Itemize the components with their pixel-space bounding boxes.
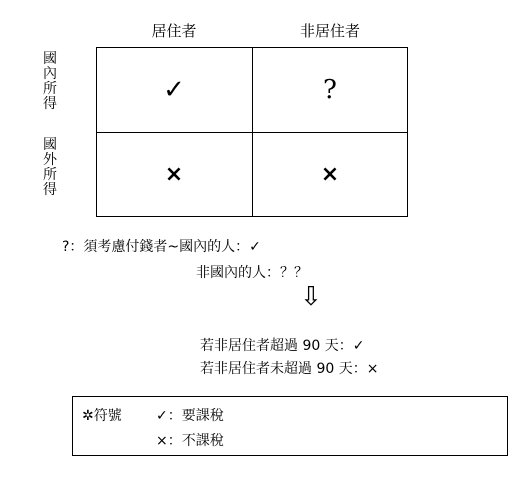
legend-item-taxable: ✓：要課稅 — [156, 408, 224, 424]
note-nonresident-payer: 非國內的人：？？ — [196, 265, 308, 281]
note-payer-consideration: ?：須考慮付錢者~國內的人：✓ — [62, 239, 261, 255]
check-mark-icon: ✓ — [163, 74, 185, 105]
row-header-domestic-income — [40, 52, 60, 112]
note-over-90-days: 若非居住者超過 90 天：✓ — [200, 338, 365, 354]
cell-nonresident-foreign — [252, 132, 408, 217]
cell-nonresident-domestic — [252, 47, 408, 132]
row-header-domestic-label: 國內所得 — [43, 51, 57, 112]
cross-mark-icon: × — [164, 162, 184, 187]
cell-resident-foreign — [96, 132, 252, 217]
cross-mark-icon: × — [320, 162, 340, 187]
down-arrow-icon: ⇩ — [300, 282, 322, 312]
column-header-resident: 居住者 — [151, 22, 197, 40]
column-header-nonresident: 非居住者 — [299, 22, 360, 40]
row-header-foreign-label: 國外所得 — [43, 137, 57, 198]
legend-item-not-taxable: ×：不課稅 — [156, 433, 224, 449]
legend-title: ✲符號 — [82, 408, 122, 424]
row-header-foreign-income — [40, 138, 60, 198]
note-under-90-days: 若非居住者未超過 90 天：× — [200, 361, 379, 377]
cell-resident-domestic — [96, 47, 252, 132]
legend-box — [72, 396, 508, 456]
question-mark-icon: ? — [323, 74, 337, 105]
